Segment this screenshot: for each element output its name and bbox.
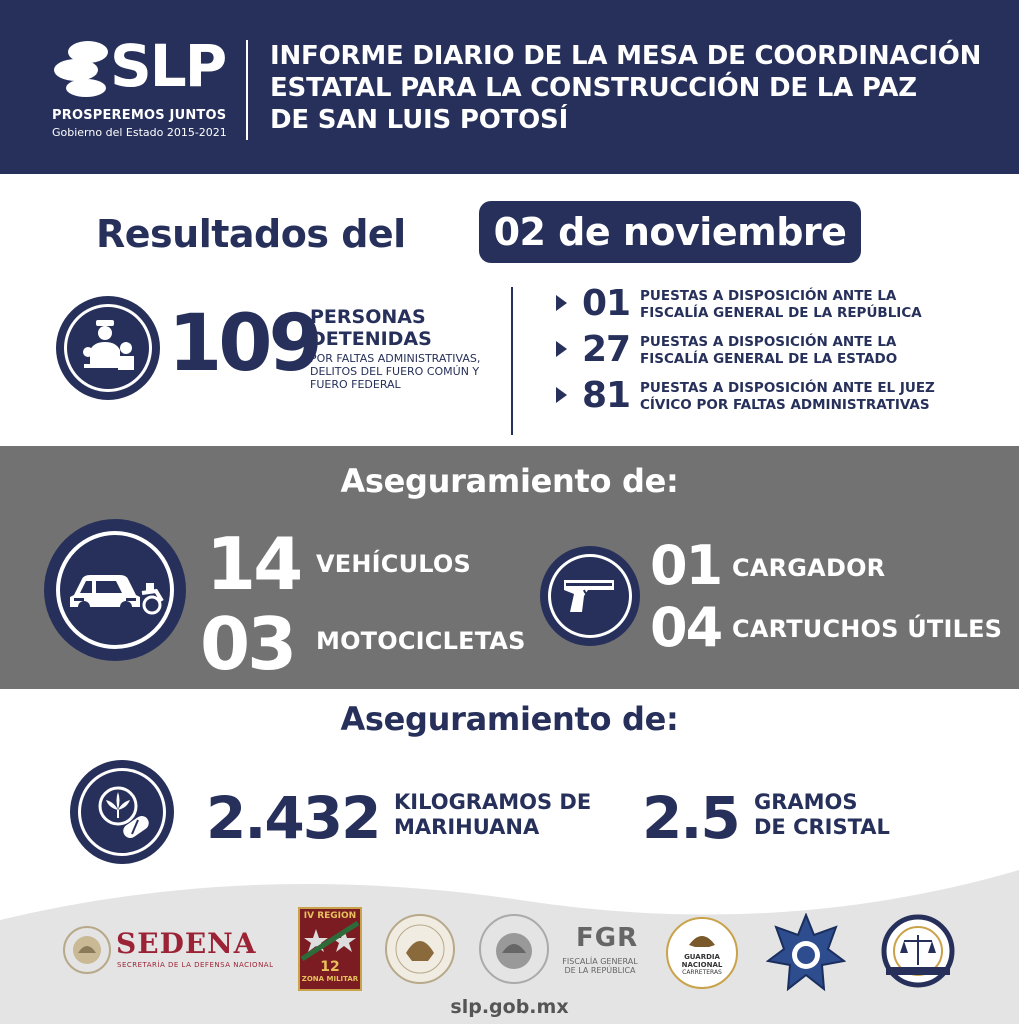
- date-badge: 02 de noviembre: [479, 201, 861, 263]
- marijuana-label-line: MARIHUANA: [394, 815, 540, 839]
- vehicle-seizure-title: Aseguramiento de:: [340, 462, 679, 500]
- detained-person-icon: [56, 296, 160, 400]
- puesta-item: [556, 283, 996, 332]
- marijuana-amount: 2.432: [206, 784, 380, 852]
- website-url[interactable]: slp.gob.mx: [450, 996, 569, 1018]
- puesta-text: [640, 288, 922, 322]
- region-number: 12: [320, 959, 340, 975]
- marijuana-label: [394, 790, 591, 840]
- puesta-text-line: PUESTAS A DISPOSICIÓN ANTE LA: [640, 288, 897, 304]
- detained-subtitle-line: DELITOS DEL FUERO COMÚN Y: [310, 365, 480, 378]
- guardia-line: GUARDIA: [684, 953, 720, 961]
- fgr-subtitle-line: FISCALÍA GENERAL: [562, 957, 638, 966]
- fgr-subtitle: [560, 957, 640, 975]
- slp-tagline: PROSPEREMOS JUNTOS: [52, 108, 227, 123]
- slp-logo-icon: [52, 38, 112, 98]
- report-title-line: ESTATAL PARA LA CONSTRUCCIÓN DE LA PAZ: [270, 73, 917, 103]
- puesta-text: [640, 334, 897, 368]
- detained-subtitle: [310, 352, 510, 391]
- arrow-right-icon: [556, 341, 567, 357]
- cargador-label: CARGADOR: [732, 554, 886, 582]
- region-top-text: IV REGION: [303, 911, 357, 921]
- report-title-line: DE SAN LUIS POTOSÍ: [270, 105, 569, 135]
- drugs-icon: [70, 760, 174, 864]
- arrow-right-icon: [556, 387, 567, 403]
- mexico-seal-icon: [62, 925, 112, 975]
- partner-logos: [0, 905, 1019, 995]
- puesta-text-line: CÍVICO POR FALTAS ADMINISTRATIVAS: [640, 397, 930, 413]
- puesta-count: 01: [582, 283, 631, 324]
- marijuana-label-line: KILOGRAMOS DE: [394, 790, 592, 814]
- sedena-subtitle: SECRETARÍA DE LA DEFENSA NACIONAL: [117, 961, 274, 969]
- puesta-text-line: PUESTAS A DISPOSICIÓN ANTE EL JUEZ: [640, 380, 935, 396]
- detained-subtitle-line: POR FALTAS ADMINISTRATIVAS,: [310, 352, 481, 365]
- slp-subtitle: Gobierno del Estado 2015-2021: [52, 126, 227, 139]
- puesta-text-line: PUESTAS A DISPOSICIÓN ANTE LA: [640, 334, 897, 350]
- detained-subtitle-line: FUERO FEDERAL: [310, 378, 401, 391]
- report-title-line: INFORME DIARIO DE LA MESA DE COORDINACIÓN: [270, 41, 982, 71]
- star-icon: [300, 921, 360, 961]
- puesta-count: 27: [582, 329, 631, 370]
- slp-logo: [52, 32, 232, 148]
- cargador-count: 01: [650, 534, 722, 597]
- cartuchos-count: 04: [650, 596, 722, 659]
- report-title: [270, 40, 990, 136]
- drug-seizure-title: Aseguramiento de:: [340, 700, 679, 738]
- fiscalia-estado-seal-icon: [876, 913, 960, 989]
- vehicles-label: VEHÍCULOS: [316, 550, 472, 578]
- cristal-label-line: DE CRISTAL: [754, 815, 890, 839]
- pistol-icon: [540, 546, 640, 646]
- cristal-amount: 2.5: [642, 784, 739, 852]
- slp-logo-text: SLP: [110, 32, 226, 100]
- cristal-label-line: GRAMOS: [754, 790, 858, 814]
- results-divider: [511, 287, 513, 435]
- arrow-right-icon: [556, 295, 567, 311]
- results-label: Resultados del: [96, 212, 406, 256]
- detained-title: [310, 306, 432, 350]
- cartuchos-label: CARTUCHOS ÚTILES: [732, 615, 1003, 643]
- fgr-text: FGR: [576, 923, 639, 953]
- guardia-line: CARRETERAS: [682, 969, 722, 976]
- vehicles-count: 14: [206, 522, 301, 606]
- puesta-count: 81: [582, 375, 631, 416]
- police-star-icon: [766, 913, 846, 993]
- puesta-text-line: FISCALÍA GENERAL DE LA REPÚBLICA: [640, 305, 922, 321]
- puesta-item: [556, 375, 996, 424]
- guardia-carreteras-logo: [666, 917, 738, 989]
- header-divider: [246, 40, 248, 140]
- puesta-text: [640, 380, 935, 414]
- detained-count: 109: [168, 299, 319, 389]
- guardia-nacional-seal-icon: [384, 913, 456, 985]
- region-bottom-text: ZONA MILITAR: [301, 975, 359, 983]
- detained-title-line: PERSONAS: [310, 306, 426, 328]
- fgr-subtitle-line: DE LA REPÚBLICA: [564, 966, 636, 975]
- puestas-list: [556, 283, 996, 424]
- motorcycles-count: 03: [200, 602, 295, 686]
- puesta-item: [556, 329, 996, 378]
- sedena-text: SEDENA: [116, 927, 257, 960]
- vehicle-icon: [44, 519, 186, 661]
- detained-title-line: DETENIDAS: [310, 328, 432, 350]
- cristal-label: [754, 790, 890, 840]
- zona-militar-badge: [298, 907, 362, 991]
- header-banner: [0, 0, 1019, 174]
- eagle-icon: [687, 927, 717, 949]
- puesta-text-line: FISCALÍA GENERAL DE LA ESTADO: [640, 351, 898, 367]
- guardia-line: NACIONAL: [681, 961, 723, 969]
- motorcycles-label: MOTOCICLETAS: [316, 627, 526, 655]
- estados-unidos-mexicanos-seal-icon: [478, 913, 550, 985]
